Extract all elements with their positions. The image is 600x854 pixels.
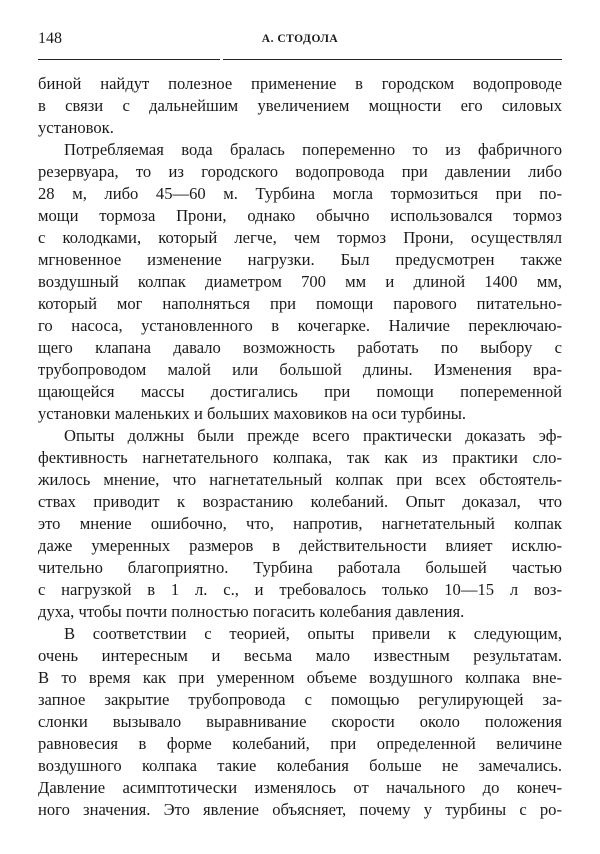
paragraph bbox=[38, 73, 562, 139]
text-line: трубопроводом малой или большой длины. Изменения вра- bbox=[38, 360, 562, 379]
text-line: воздушный колпак диаметром 700 мм и длиной 1400 мм, bbox=[38, 272, 562, 291]
text-line: В то время как при умеренном объеме воздушного колпака вне- bbox=[38, 668, 562, 687]
text-line: с колодками, который легче, чем тормоз Прони, осуществлял bbox=[38, 228, 562, 247]
text-line: с нагрузкой в 1 л. с., и требовалось только 10—15 л воз- bbox=[38, 580, 562, 599]
text-line: го насоса, установленного в кочегарке. Наличие переключаю- bbox=[38, 316, 562, 335]
text-line: слонки вызывало выравнивание скорости около положения bbox=[38, 712, 562, 731]
text-line: Потребляемая вода бралась попеременно то из фабричного bbox=[64, 140, 562, 159]
text-line: который мог наполняться при помощи парового питательно- bbox=[38, 294, 562, 313]
text-line: биной найдут полезное применение в городском водопроводе bbox=[38, 74, 562, 93]
text-line: даже умеренных размеров в действительности влияет исклю- bbox=[38, 536, 562, 555]
text-line: щающейся массы достигались при помощи попеременной bbox=[38, 382, 562, 401]
page-number: 148 bbox=[38, 30, 62, 47]
text-line: воздушного колпака такие колебания больше не замечались. bbox=[38, 756, 562, 775]
text-line: мгновенное изменение нагрузки. Был предусмотрен также bbox=[38, 250, 562, 269]
text-line: это мнение ошибочно, что, напротив, нагнетательный колпак bbox=[38, 514, 562, 533]
text-line: духа, чтобы почти полностью погасить колебания давления. bbox=[38, 602, 465, 621]
page-header bbox=[38, 30, 562, 54]
text-line: мощи тормоза Прони, однако обычно использовался тормоз bbox=[38, 206, 562, 225]
text-line: В соответствии с теорией, опыты привели к следующим, bbox=[64, 624, 562, 643]
text-line: резервуара, то из городского водопровода при давлении либо bbox=[38, 162, 562, 181]
body-text bbox=[38, 73, 562, 821]
text-line: установки маленьких и больших маховиков на оси турбины. bbox=[38, 404, 467, 423]
paragraph bbox=[38, 623, 562, 821]
header-rule bbox=[38, 59, 220, 60]
text-line: Давление асимптотически изменялось от начального до конеч- bbox=[38, 778, 562, 797]
text-line: щего клапана давало возможность работать по выбору с bbox=[38, 338, 562, 357]
header-rule bbox=[223, 59, 562, 60]
text-line: ствах приводит к возрастанию колебаний. Опыт доказал, что bbox=[38, 492, 562, 511]
text-line: 28 м, либо 45—60 м. Турбина могла тормозиться при по- bbox=[38, 184, 562, 203]
text-line: запное закрытие трубопровода с помощью регулирующей за- bbox=[38, 690, 562, 709]
text-line: в связи с дальнейшим увеличением мощности его силовых bbox=[38, 96, 562, 115]
text-line: установок. bbox=[38, 118, 114, 137]
text-line: жилось мнение, что нагнетательный колпак при всех обстоятель- bbox=[38, 470, 562, 489]
text-line: Опыты должны были прежде всего практически доказать эф- bbox=[64, 426, 562, 445]
text-line: чительно благоприятно. Турбина работала большей частью bbox=[38, 558, 562, 577]
paragraph bbox=[38, 425, 562, 623]
text-line: очень интересным и весьма мало известным результатам. bbox=[38, 646, 562, 665]
text-line: ного значения. Это явление объясняет, почему у турбины с ро- bbox=[38, 800, 562, 819]
running-title: А. СТОДОЛА bbox=[261, 33, 339, 45]
text-line: равновесия в форме колебаний, при определенной величине bbox=[38, 734, 562, 753]
text-line: фективность нагнетательного колпака, так как из практики сло- bbox=[38, 448, 562, 467]
paragraph bbox=[38, 139, 562, 425]
